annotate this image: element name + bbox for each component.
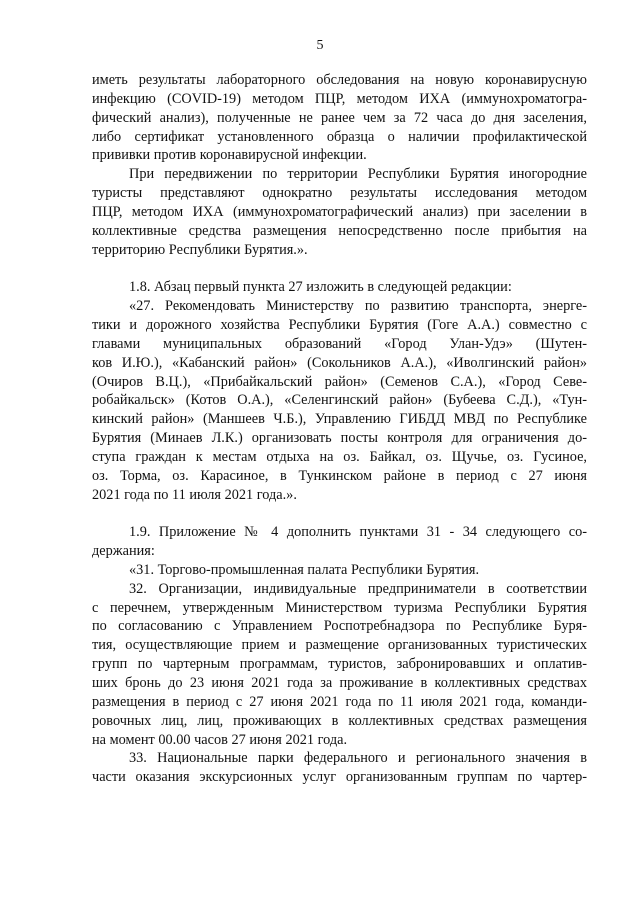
text-line: «31. Торгово-промышленная палата Республики Бурятия. — [129, 561, 480, 578]
text-line: кинский район» (Маншеев Ч.Б.), Управлению ГИБДД МВД по Республике — [92, 411, 587, 428]
paragraph — [92, 580, 587, 750]
text-line: тия, осуществляющие прием и размещение организованных туристических — [92, 637, 587, 654]
text-line: инфекцию (COVID-19) методом ПЦР, методом ИХА (иммунохроматогра- — [92, 90, 587, 107]
text-line: ков И.Ю.), «Кабанский район» (Сокольников А.А.), «Иволгинский район» — [92, 354, 587, 371]
text-line: групп по чартерным программам, туристов, забронировавших и оплатив- — [92, 656, 587, 673]
paragraph-gap — [92, 504, 587, 523]
text-line: ших бронь до 23 июня 2021 года за проживание в коллективных средствах — [92, 675, 587, 691]
text-line: главами муниципальных образований «Город Улан-Удэ» (Шутен- — [92, 335, 587, 352]
text-line: оз. Торма, оз. Карасиное, в Тункинском районе в период с 27 июня — [92, 467, 587, 484]
text-line: При передвижении по территории Республики Бурятия иногородние — [129, 166, 587, 183]
text-line: туристы представляют однократно результаты исследования методом — [92, 185, 587, 202]
document-body — [92, 71, 587, 787]
text-line: ровочных лиц, лиц, проживающих в коллективных средствах размещения — [92, 712, 587, 729]
paragraph — [92, 523, 587, 561]
paragraph — [92, 165, 587, 259]
paragraph — [92, 71, 587, 165]
text-line: тики и дорожного хозяйства Республики Бурятия (Гоге А.А.) совместно с — [92, 316, 587, 333]
paragraph — [92, 297, 587, 504]
text-line: по согласованию с Управлением Роспотребнадзора по Республике Буря- — [92, 618, 587, 635]
text-line: 1.9. Приложение № 4 дополнить пунктами 31 - 34 следующего со- — [129, 524, 587, 541]
text-line: либо сертификат установленного образца о наличии профилактической — [92, 128, 587, 145]
text-line: части оказания экскурсионных услуг организованным группам по чартер- — [92, 769, 587, 786]
paragraph-gap — [92, 259, 587, 278]
paragraph — [92, 561, 587, 580]
text-line: робайкальск» (Котов О.А.), «Селенгинский район» (Бубеева С.Д.), «Тун- — [92, 392, 587, 409]
text-line: «27. Рекомендовать Министерству по развитию транспорта, энерге- — [129, 298, 587, 315]
page-number: 5 — [316, 38, 324, 53]
text-line: фический анализ), полученные не ранее чем за 72 часа до дня заселения, — [92, 109, 587, 126]
text-line: 1.8. Абзац первый пункта 27 изложить в следующей редакции: — [129, 279, 512, 296]
text-line: размещения в период с 27 июня 2021 года по 11 июля 2021 года, команди- — [92, 693, 587, 710]
text-line: 32. Организации, индивидуальные предприниматели в соответствии — [129, 580, 587, 597]
text-line: коллективные средства размещения непосредственно после прибытия на — [92, 222, 587, 239]
text-line: (Очиров В.Ц.), «Прибайкальский район» (Семенов С.А.), «Город Севе- — [92, 373, 587, 390]
text-line: ступа граждан к местам отдыха на оз. Байкал, оз. Щучье, оз. Гусиное, — [92, 448, 587, 465]
paragraph — [92, 749, 587, 787]
text-line: территорию Республики Бурятия.». — [92, 241, 308, 258]
text-line: Бурятия (Минаев Л.К.) организовать посты контроля для ограничения до- — [92, 430, 587, 447]
text-line: иметь результаты лабораторного обследования на новую коронавирусную — [92, 72, 587, 88]
paragraph — [92, 278, 587, 297]
text-line: 33. Национальные парки федерального и регионального значения в — [129, 750, 587, 767]
text-line: на момент 00.00 часов 27 июня 2021 года. — [92, 731, 348, 748]
text-line: держания: — [92, 543, 155, 560]
text-line: с перечнем, утвержденным Министерством туризма Республики Бурятия — [92, 599, 587, 616]
text-line: ПЦР, методом ИХА (иммунохроматографический анализ) при заселении в — [92, 203, 587, 220]
text-line: прививки против коронавирусной инфекции. — [92, 147, 367, 164]
text-line: 2021 года по 11 июля 2021 года.». — [92, 486, 297, 503]
